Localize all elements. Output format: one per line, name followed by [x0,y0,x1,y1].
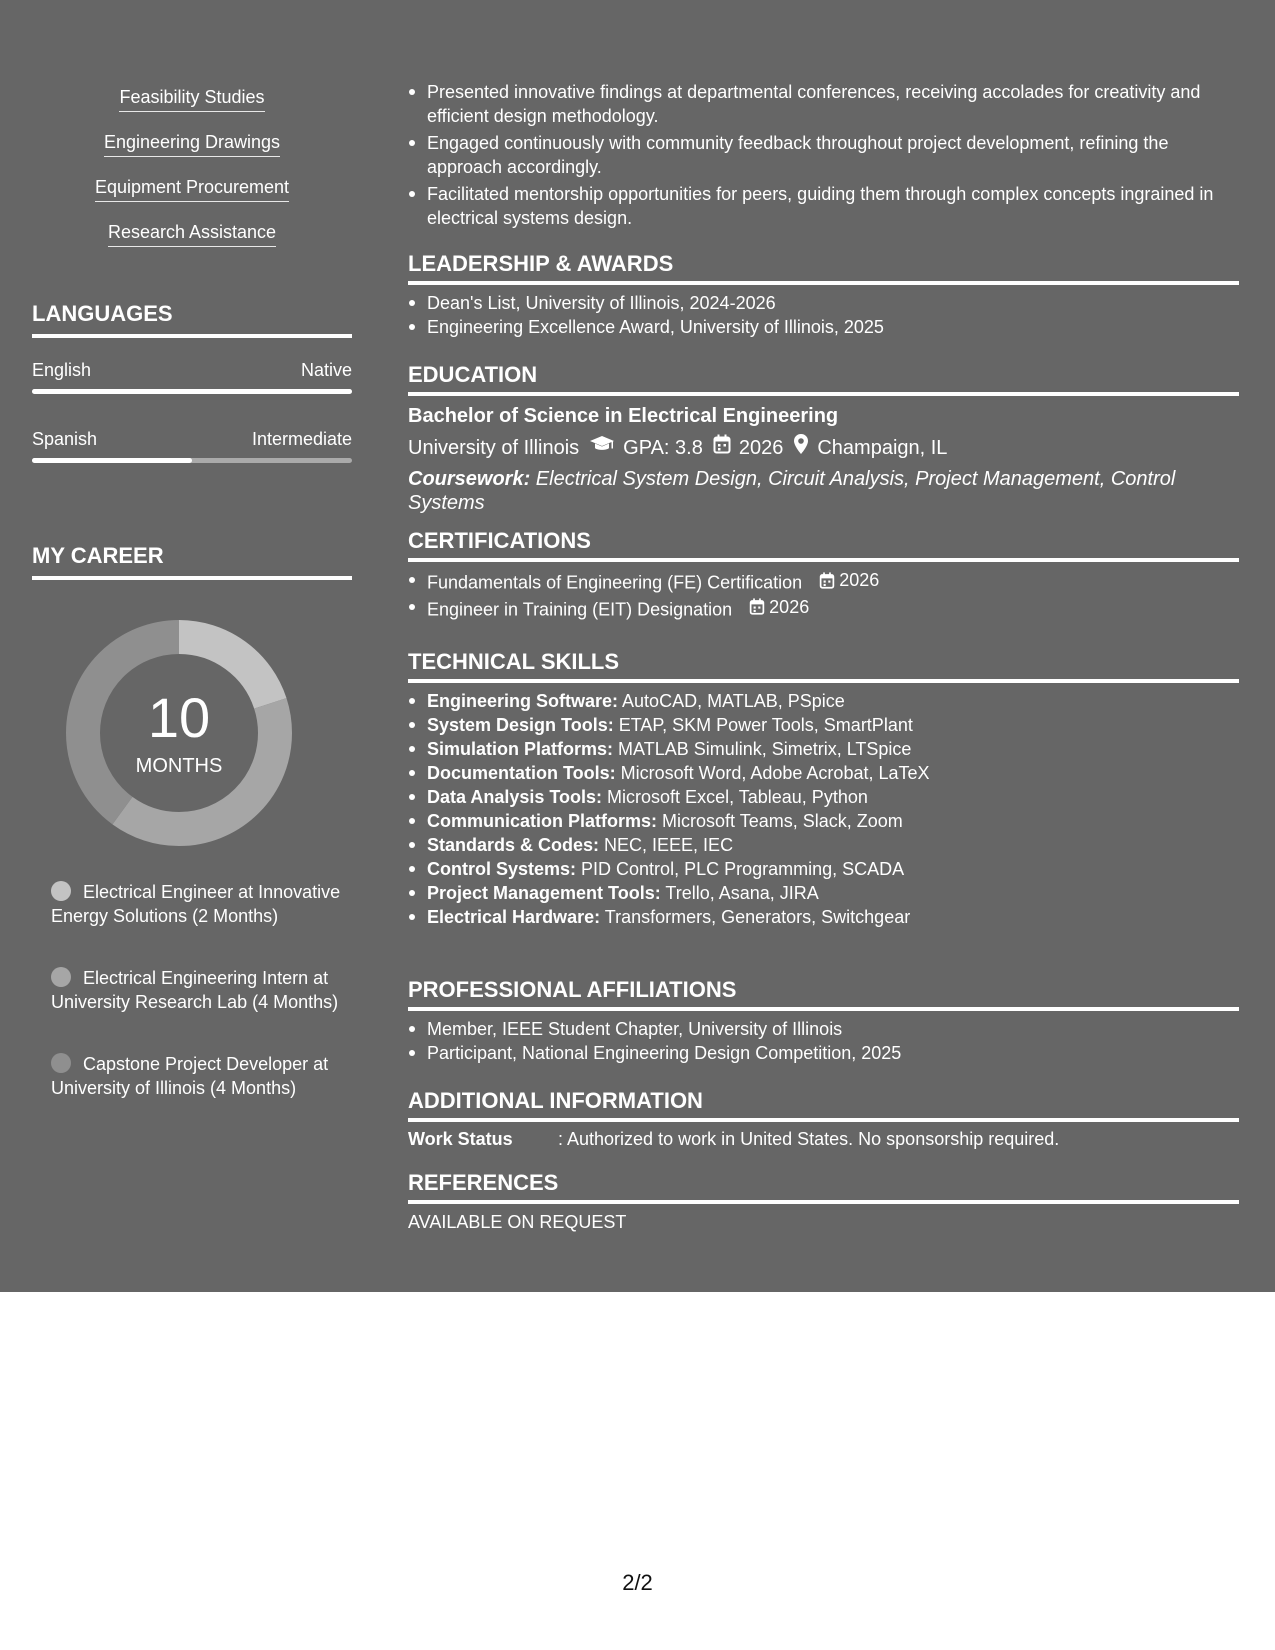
work-status [408,1128,1239,1150]
list-item [408,785,1239,809]
skill-category: Project Management Tools: [427,883,661,903]
skill-link [32,86,352,131]
career-total-value: 10 [147,686,211,749]
skill-link [32,221,352,266]
list-item [408,809,1239,833]
school-location: Champaign, IL [817,436,948,459]
skill-category: Data Analysis Tools: [427,787,603,807]
gpa: GPA: 3.8 [623,436,703,459]
skill-values: Microsoft Teams, Slack, Zoom [657,811,903,831]
language-name: English [32,360,92,380]
graduation-cap-icon [589,434,615,461]
experience-bullets [408,80,1239,230]
list-item: Presented innovative findings at departmental conferences, receiving accolades for creativity and efficient design methodology. [408,80,1239,128]
list-item: Facilitated mentorship opportunities for peers, guiding them through complex concepts ingrained in electrical systems design. [408,182,1239,230]
list-item: Dean's List, University of Illinois, 2024-2026 [408,291,1239,315]
list-item [408,881,1239,905]
skill-values: Trello, Asana, JIRA [660,883,819,903]
career-item [51,880,341,928]
language-level: Native [300,360,352,380]
calendar-icon [819,572,835,589]
certification-date [819,568,879,592]
education-heading: EDUCATION [408,361,1239,396]
skill-values: PID Control, PLC Programming, SCADA [576,859,905,879]
additional-info-heading: ADDITIONAL INFORMATION [408,1087,1239,1122]
education-entry [408,403,1239,515]
language-bar [32,458,352,463]
skill-values: NEC, IEEE, IEC [599,835,734,855]
work-status-value: : Authorized to work in United States. No sponsorship required. [558,1129,1060,1149]
location-pin-icon [793,433,809,462]
skill-category: Communication Platforms: [427,811,658,831]
skill-label: Research Assistance [108,221,276,247]
certification-year: 2026 [839,570,880,590]
list-item [408,689,1239,713]
leadership-list [408,291,1239,339]
graduation-year: 2026 [738,436,784,459]
skill-values: AutoCAD, MATLAB, PSpice [618,691,845,711]
coursework-list: Electrical System Design, Circuit Analysis, Project Management, Control Systems [408,468,1176,514]
list-item [408,761,1239,785]
languages-heading: LANGUAGES [32,300,352,338]
list-item [408,595,1239,622]
skill-category: Simulation Platforms: [427,739,614,759]
skill-label: Feasibility Studies [119,86,264,112]
list-item [408,857,1239,881]
affiliations-heading: PROFESSIONAL AFFILIATIONS [408,976,1239,1011]
language-bar [32,389,352,394]
skill-category: System Design Tools: [427,715,614,735]
list-item: Member, IEEE Student Chapter, University of Illinois [408,1017,1239,1041]
skill-label: Engineering Drawings [104,131,280,157]
career-total-unit: MONTHS [135,755,223,777]
technical-skills-list [408,689,1239,929]
language-spanish [32,428,352,463]
skill-category: Electrical Hardware: [427,907,601,927]
skill-values: ETAP, SKM Power Tools, SmartPlant [613,715,913,735]
skill-values: Microsoft Word, Adobe Acrobat, LaTeX [615,763,930,783]
degree-title: Bachelor of Science in Electrical Engineering [408,405,839,427]
skill-category: Standards & Codes: [427,835,600,855]
list-item [408,833,1239,857]
skill-link [32,176,352,221]
skill-values: MATLAB Simulink, Simetrix, LTSpice [613,739,912,759]
skill-values: Microsoft Excel, Tableau, Python [602,787,868,807]
work-status-label: Work Status [408,1129,513,1149]
certifications-heading: CERTIFICATIONS [408,527,1239,562]
references-heading: REFERENCES [408,1169,1239,1204]
skill-label: Equipment Procurement [95,176,289,202]
list-item [408,737,1239,761]
career-item-text: Electrical Engineering Intern at University Research Lab (4 Months) [51,968,339,1012]
career-heading: MY CAREER [32,542,352,580]
language-name: Spanish [32,429,98,449]
calendar-icon [749,598,765,615]
list-item [408,713,1239,737]
references-text-block [408,1211,1239,1233]
career-item [51,1052,341,1100]
affiliations-list [408,1017,1239,1065]
coursework [408,467,1239,515]
references-text: AVAILABLE ON REQUEST [408,1212,627,1232]
page-number: 2/2 [622,1570,653,1595]
career-item-text: Capstone Project Developer at University of Illinois (4 Months) [51,1054,329,1098]
certification-name: Fundamentals of Engineering (FE) Certification [427,572,803,593]
career-item [51,966,341,1014]
list-item [408,905,1239,929]
coursework-label: Coursework: [408,468,531,490]
school-name: University of Illinois [408,436,580,459]
legend-dot [51,1053,71,1073]
language-bar-fill [32,458,192,463]
certification-name: Engineer in Training (EIT) Designation [427,599,733,619]
skill-category: Engineering Software: [427,691,619,711]
list-item: Engaged continuously with community feedback throughout project development, refining the approach accordingly. [408,131,1239,179]
career-item-text: Electrical Engineer at Innovative Energy Solutions (2 Months) [51,882,341,926]
legend-dot [51,967,71,987]
list-item [408,568,1239,595]
list-item: Participant, National Engineering Design Competition, 2025 [408,1041,1239,1065]
skill-category: Documentation Tools: [427,763,616,783]
language-bar-fill [32,389,352,394]
skill-links [32,86,352,266]
technical-skills-heading: TECHNICAL SKILLS [408,648,1239,683]
certification-date [749,595,809,619]
language-level: Intermediate [251,429,352,449]
career-donut-chart [66,620,292,846]
skill-link [32,131,352,176]
skill-values: Transformers, Generators, Switchgear [600,907,911,927]
legend-dot [51,881,71,901]
certifications-list [408,568,1239,621]
list-item: Engineering Excellence Award, University of Illinois, 2025 [408,315,1239,339]
leadership-heading: LEADERSHIP & AWARDS [408,250,1239,285]
skill-category: Control Systems: [427,859,577,879]
language-english [32,359,352,394]
certification-year: 2026 [769,596,810,617]
calendar-icon [713,434,731,461]
education-meta [408,433,1239,462]
